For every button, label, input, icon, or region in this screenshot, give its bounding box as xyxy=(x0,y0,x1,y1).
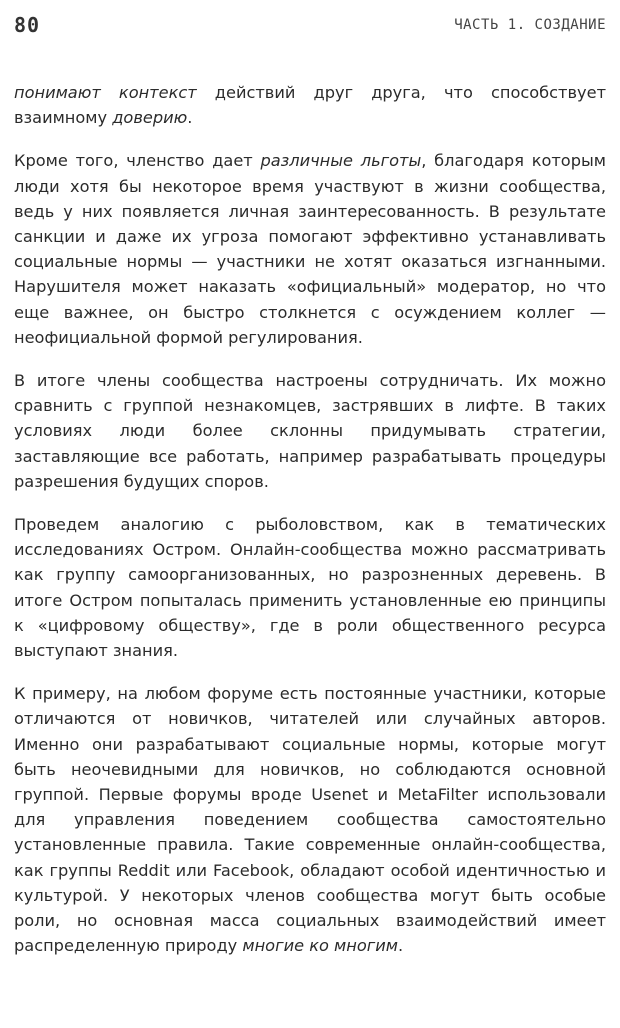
italic-text: различные льготы xyxy=(260,151,422,171)
paragraph xyxy=(14,368,606,494)
italic-text: многие ко многим xyxy=(242,936,398,956)
text-segment: Кроме того, членство дает xyxy=(14,151,261,171)
body-text xyxy=(14,80,606,977)
paragraph xyxy=(14,512,606,663)
paragraph xyxy=(14,148,606,350)
text-segment: К примеру, на любом форуме есть постоянные участники, которые отличаются от новичков, читателей или случайных авторов. Именно они разрабатывают социальные нормы, которые могут быть неочевидными для новичков, но соблюдаются основной группой. Первые форумы вроде Usenet и MetaFilter использовали для управления поведением сообщества самостоятельно установленные правила. Такие современные онлайн-сообщества, как группы Reddit или Facebook, обладают особой идентичностью и культурой. У некоторых членов сообщества могут быть особые роли, но основная масса социальных взаимодействий имеет распределенную природу xyxy=(14,684,606,956)
text-segment: , благодаря которым люди хотя бы некоторое время участвуют в жизни сообщества, ведь у них появляется личная заинтересованность. В результате санкции и даже их угроза помогают эффективно устанавливать социальные нормы — участники не хотят оказаться изгнанными. Нарушителя может наказать «официальный» модератор, но что еще важнее, он быстро столкнется с осуждением коллег — неофициальной формой регулирования. xyxy=(14,151,606,347)
text-segment: . xyxy=(187,108,193,128)
paragraph xyxy=(14,80,606,130)
running-head: ЧАСТЬ 1. СОЗДАНИЕ xyxy=(454,17,606,33)
page-number: 80 xyxy=(14,13,41,37)
text-segment: Проведем аналогию с рыболовством, как в тематических исследованиях Остром. Онлайн-сообщества можно рассматривать как группу самоорганизованных, но разрозненных деревень. В итоге Остром попыталась применить установленные ею принципы к «цифровому обществу», где в роли общественного ресурса выступают знания. xyxy=(14,515,606,661)
page-header xyxy=(14,10,606,40)
text-segment: В итоге члены сообщества настроены сотрудничать. Их можно сравнить с группой незнакомцев, застрявших в лифте. В таких условиях люди более склонны придумывать стратегии, заставляющие все работать, например разрабатывать процедуры разрешения будущих споров. xyxy=(14,371,606,491)
text-segment: действий друг друга, что способствует взаимному xyxy=(14,83,606,128)
text-segment: . xyxy=(397,936,404,956)
italic-text: доверию xyxy=(112,108,188,128)
paragraph xyxy=(14,681,606,958)
italic-text: понимают контекст xyxy=(14,83,197,102)
